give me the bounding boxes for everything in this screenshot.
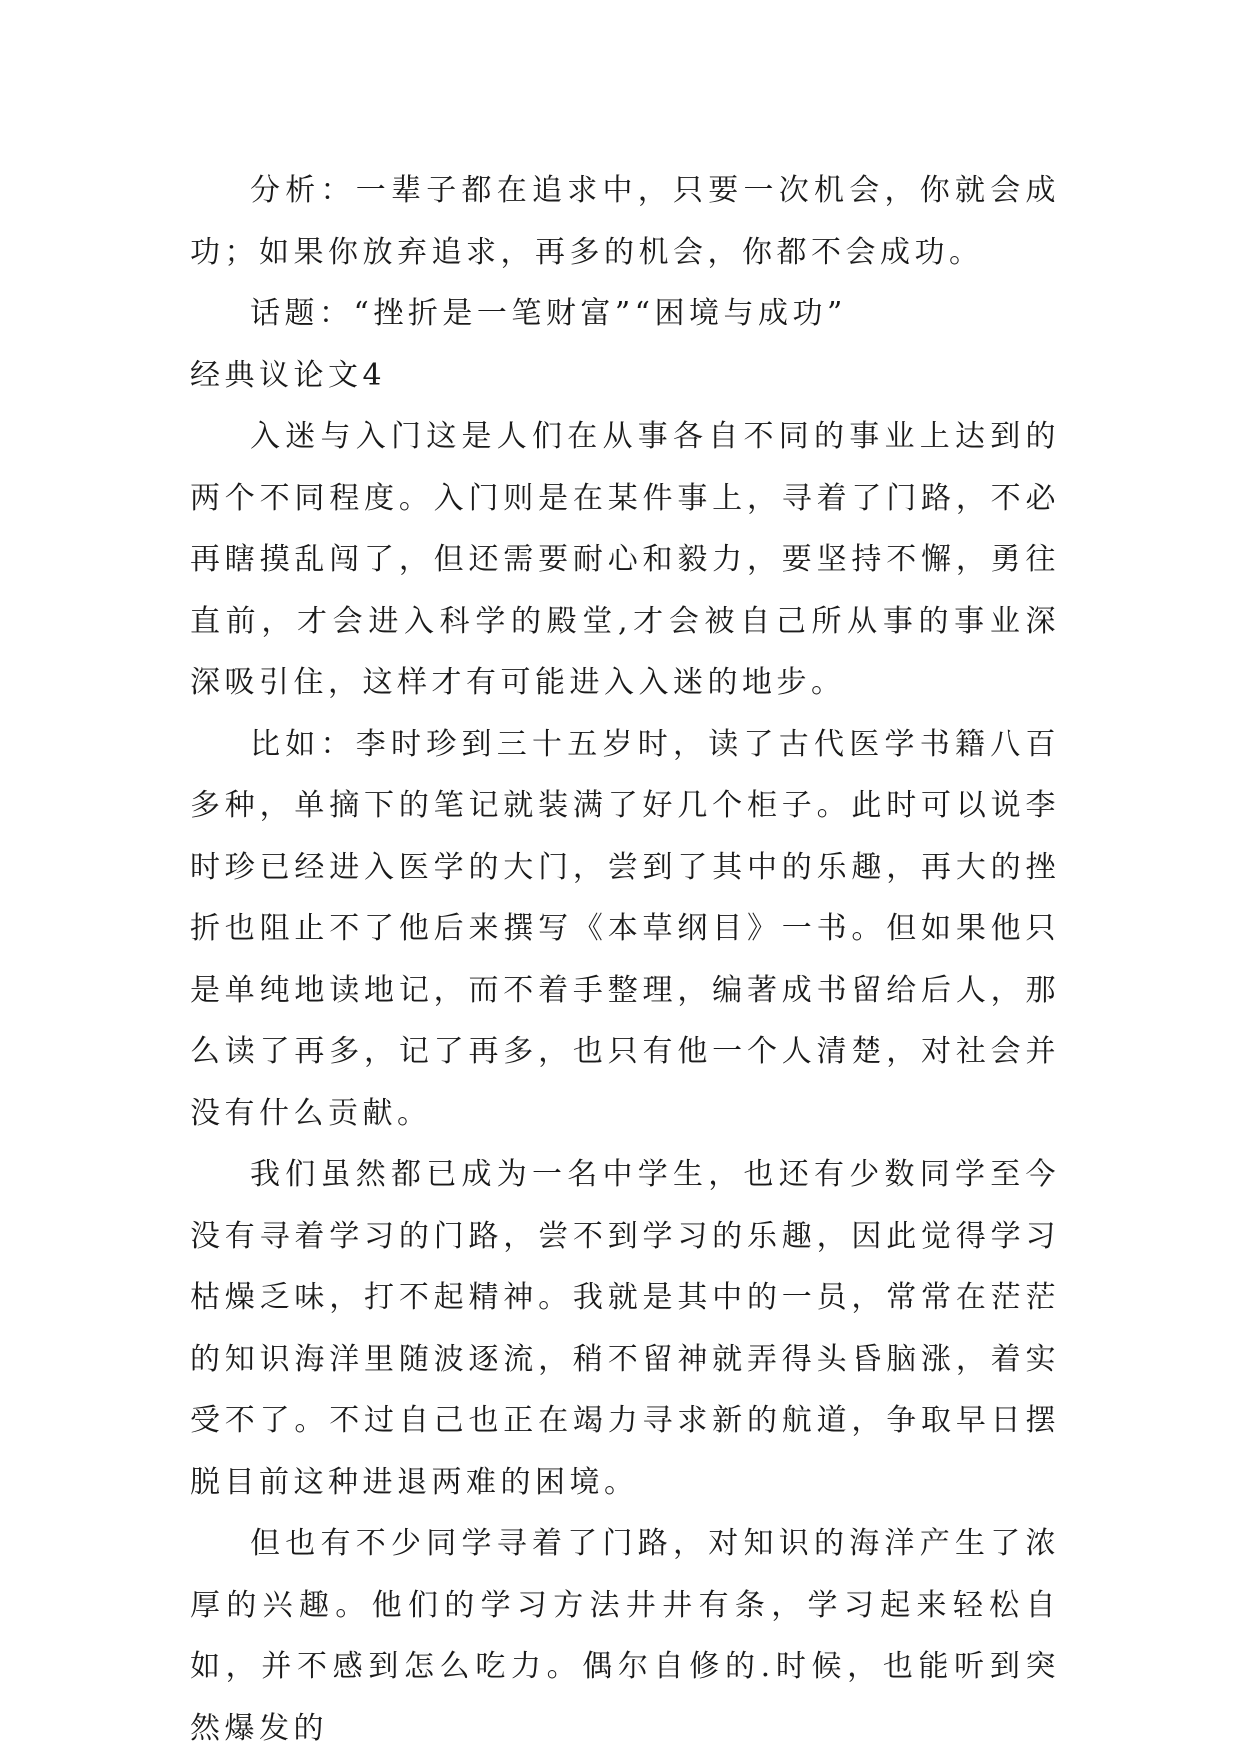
document-page (190, 160, 1060, 1759)
topic-paragraph: 话题：“挫折是一笔财富”“困境与成功” (250, 296, 847, 331)
section-heading: 经典议论文4 (190, 357, 387, 393)
body-paragraph-3: 我们虽然都已成为一名中学生，也还有少数同学至今没有寻着学习的门路，尝不到学习的乐趣，因此觉得学习枯燥乏味，打不起精神。我就是其中的一员，常常在茫茫的知识海洋里随波逐流，稍不留神就弄得头昏脑涨，着实受不了。不过自己也正在竭力寻求新的航道，争取早日摆脱目前这种进退两难的困境。 (190, 1157, 1060, 1500)
body-paragraph-4: 但也有不少同学寻着了门路，对知识的海洋产生了浓厚的兴趣。他们的学习方法井井有条，学习起来轻松自如，并不感到怎么吃力。偶尔自修的.时候，也能听到突然爆发的 (190, 1526, 1060, 1746)
body-paragraph-2: 比如：李时珍到三十五岁时，读了古代医学书籍八百多种，单摘下的笔记就装满了好几个柜子。此时可以说李时珍已经进入医学的大门，尝到了其中的乐趣，再大的挫折也阻止不了他后来撰写《本草纲目》一书。但如果他只是单纯地读地记，而不着手整理，编著成书留给后人，那么读了再多，记了再多，也只有他一个人清楚，对社会并没有什么贡献。 (190, 726, 1060, 1131)
analysis-paragraph: 分析：一辈子都在追求中，只要一次机会，你就会成功；如果你放弃追求，再多的机会，你都不会成功。 (190, 173, 1060, 270)
body-paragraph-1: 入迷与入门这是人们在从事各自不同的事业上达到的两个不同程度。入门则是在某件事上，寻着了门路，不必再瞎摸乱闯了，但还需要耐心和毅力，要坚持不懈，勇往直前，才会进入科学的殿堂,才会被自己所从事的事业深深吸引住，这样才有可能进入入迷的地步。 (190, 419, 1060, 700)
